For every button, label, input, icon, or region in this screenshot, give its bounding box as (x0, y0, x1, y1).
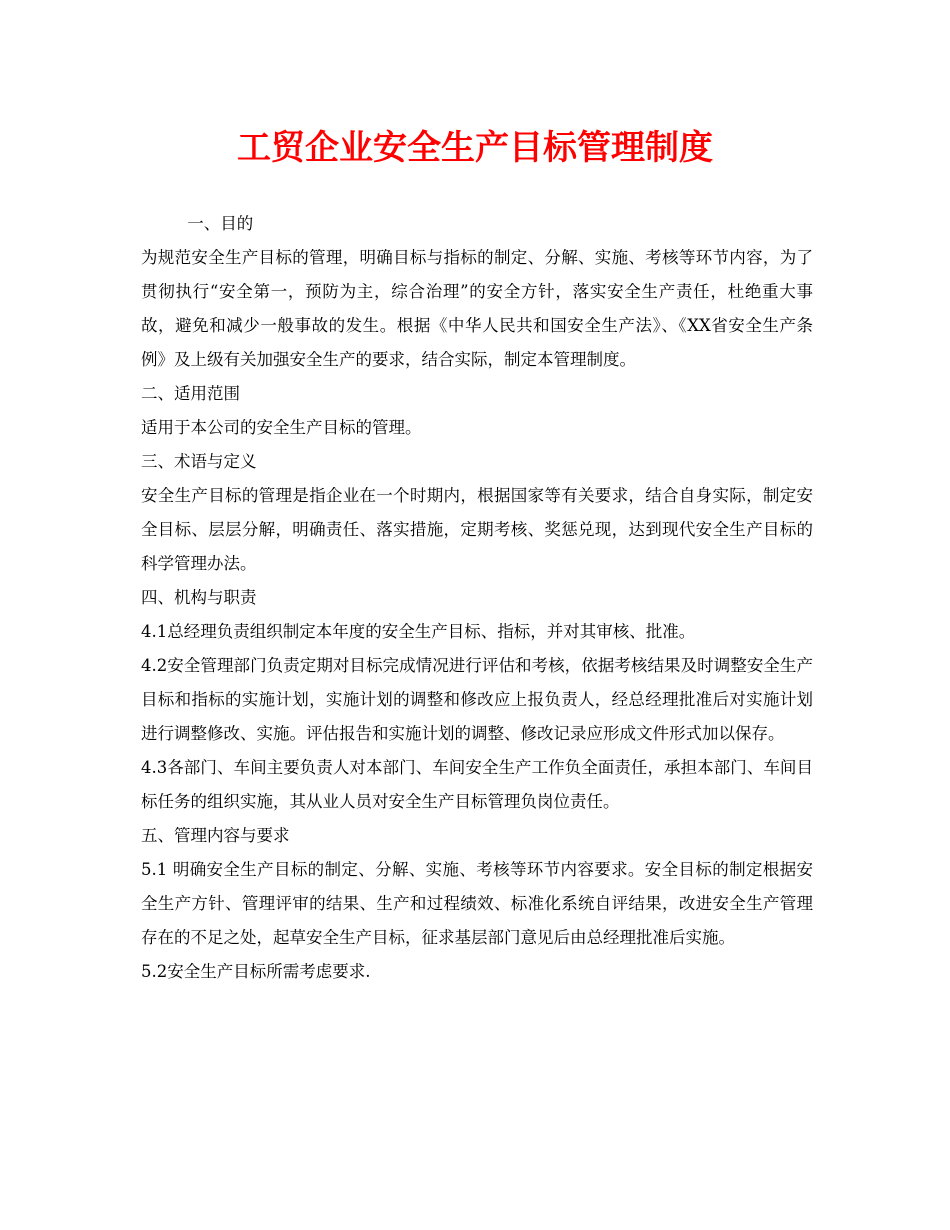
section-heading-responsibilities: 四、机构与职责 (141, 588, 257, 607)
section-heading-scope: 二、适用范围 (141, 384, 240, 403)
clause-5-2: 5.2安全生产目标所需考虑要求. (141, 962, 371, 981)
section-heading-purpose: 一、目的 (187, 214, 254, 233)
clause-4-2: 4.2安全管理部门负责定期对目标完成情况进行评估和考核，依据考核结果及时调整安全生产目标和指标的实施计划，实施计划的调整和修改应上报负责人，经总经理批准后对实施计划进行调整修改、实施。评估报告和实施计划的调整、修改记录应形成文件形式加以保存。 (141, 656, 813, 743)
clause-5-1: 5.1 明确安全生产目标的制定、分解、实施、考核等环节内容要求。安全目标的制定根据安全生产方针、管理评审的结果、生产和过程绩效、标准化系统自评结果，改进安全生产管理存在的不足之处，起草安全生产目标，征求基层部门意见后由总经理批准后实施。 (141, 860, 813, 947)
clause-4-1: 4.1总经理负责组织制定本年度的安全生产目标、指标，并对其审核、批准。 (141, 622, 696, 641)
clause-4-3: 4.3各部门、车间主要负责人对本部门、车间安全生产工作负全面责任，承担本部门、车间目标任务的组织实施，其从业人员对安全生产目标管理负岗位责任。 (141, 758, 813, 811)
document-title: 工贸企业安全生产目标管理制度 (237, 128, 713, 168)
document-body (141, 207, 813, 989)
paragraph-purpose: 为规范安全生产目标的管理，明确目标与指标的制定、分解、实施、考核等环节内容，为了贯彻执行“安全第一，预防为主，综合治理”的安全方针，落实安全生产责任，杜绝重大事故，避免和减少一般事故的发生。根据《中华人民共和国安全生产法》、《XX省安全生产条例》及上级有关加强安全生产的要求，结合实际，制定本管理制度。 (141, 248, 813, 369)
section-heading-terms: 三、术语与定义 (141, 452, 257, 471)
section-heading-requirements: 五、管理内容与要求 (141, 826, 290, 845)
paragraph-scope: 适用于本公司的安全生产目标的管理。 (141, 418, 422, 437)
paragraph-terms: 安全生产目标的管理是指企业在一个时期内，根据国家等有关要求，结合自身实际，制定安全目标、层层分解，明确责任、落实措施，定期考核、奖惩兑现，达到现代安全生产目标的科学管理办法。 (141, 486, 813, 573)
